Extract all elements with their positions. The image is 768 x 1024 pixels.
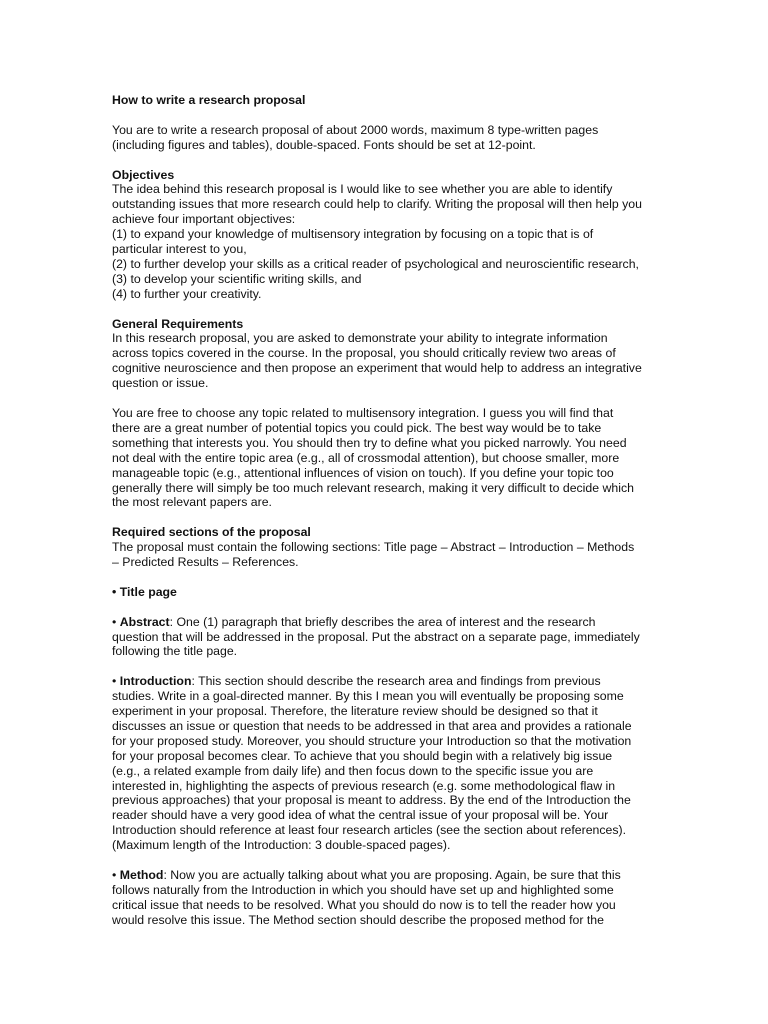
title-page-item — [112, 585, 662, 600]
text-line: (including figures and tables), double-spaced. Fonts should be set at 12-point. — [112, 137, 536, 152]
abstract-label: Abstract — [119, 614, 170, 629]
text-line: previous approaches) that your proposal is meant to address. By the end of the Introduction the — [112, 793, 631, 808]
text-line: critical issue that needs to be resolved. What you should do now is to tell the reader how you — [112, 897, 616, 912]
text-line: Introduction should reference at least four research articles (see the section about references). — [112, 823, 627, 838]
text-line: reader should have a very good idea of what the central issue of your proposal will be. Your — [112, 808, 609, 823]
required-sections-paragraph — [112, 540, 662, 570]
objectives-heading: Objectives — [112, 167, 175, 182]
text-line — [112, 674, 662, 689]
objectives-paragraph — [112, 182, 662, 301]
text-line: outstanding issues that more research could help to clarify. Writing the proposal will then help you — [112, 197, 642, 212]
text-line: experiment in your proposal. Therefore, the literature review should be designed so that it — [112, 704, 598, 719]
text-line: following the title page. — [112, 644, 238, 659]
introduction-label: Introduction — [119, 674, 192, 689]
text-line: studies. Write in a goal-directed manner. By this I mean you will eventually be proposing some — [112, 689, 624, 704]
method-label: Method — [119, 867, 164, 882]
text-line: question or issue. — [112, 376, 209, 391]
text-line: (1) to expand your knowledge of multisensory integration by focusing on a topic that is of — [112, 227, 594, 242]
text-line: there are a great number of potential topics you could pick. The best way would be to take — [112, 420, 602, 435]
text-line — [112, 615, 662, 630]
text-line: The proposal must contain the following sections: Title page – Abstract – Introduction – Methods — [112, 540, 635, 555]
text-line: (3) to develop your scientific writing skills, and — [112, 271, 362, 286]
bullet: • — [112, 674, 120, 689]
text-line: for your proposed study. Moreover, you should structure your Introduction so that the motivation — [112, 733, 632, 748]
title-page-label: • Title page — [112, 584, 177, 599]
text-line: follows naturally from the Introduction in which you should have set up and highlighted some — [112, 882, 614, 897]
text-line: something that interests you. You should then try to define what you picked narrowly. You need — [112, 435, 627, 450]
document-title: How to write a research proposal — [112, 93, 306, 107]
text-span: : Now you are actually talking about what you are proposing. Again, be sure that this — [163, 867, 621, 882]
text-line: achieve four important objectives: — [112, 212, 296, 227]
text-line: (2) to further develop your skills as a critical reader of psychological and neuroscientific research, — [112, 256, 639, 271]
text-line: – Predicted Results – References. — [112, 555, 299, 570]
text-line: for your proposal becomes clear. To achieve that you should begin with a relatively big issue — [112, 748, 613, 763]
text-span: : One (1) paragraph that briefly describes the area of interest and the research — [169, 614, 596, 629]
text-span: : This section should describe the research area and findings from previous — [191, 674, 601, 689]
text-line — [112, 868, 662, 883]
text-line: You are to write a research proposal of about 2000 words, maximum 8 type-written pages — [112, 122, 599, 137]
text-line: across topics covered in the course. In the proposal, you should critically review two areas of — [112, 346, 616, 361]
text-line: (Maximum length of the Introduction: 3 double-spaced pages). — [112, 838, 451, 853]
text-line: particular interest to you, — [112, 242, 247, 257]
introduction-item — [112, 674, 662, 853]
text-line: manageable topic (e.g., attentional influences of vision on touch). If you define your topic too — [112, 465, 614, 480]
text-line: the most relevant papers are. — [112, 495, 272, 510]
text-line: discusses an issue or question that needs to be addressed in that area and provides a rationale — [112, 718, 632, 733]
bullet: • — [112, 867, 120, 882]
text-line: interested in, highlighting the aspects of previous research (e.g. some methodological flaw in — [112, 778, 616, 793]
text-line: In this research proposal, you are asked to demonstrate your ability to integrate information — [112, 331, 608, 346]
document-page — [112, 93, 662, 928]
bullet: • — [112, 614, 120, 629]
required-sections-heading: Required sections of the proposal — [112, 525, 311, 540]
general-requirements-heading: General Requirements — [112, 316, 244, 331]
intro-paragraph — [112, 123, 662, 153]
abstract-item — [112, 615, 662, 660]
text-line: question that will be addressed in the proposal. Put the abstract on a separate page, immediately — [112, 629, 640, 644]
text-line: The idea behind this research proposal is I would like to see whether you are able to identify — [112, 182, 613, 197]
text-line: (4) to further your creativity. — [112, 286, 262, 301]
general-requirements-paragraph — [112, 331, 662, 391]
text-line: You are free to choose any topic related to multisensory integration. I guess you will find that — [112, 405, 614, 420]
topic-choice-paragraph — [112, 406, 662, 510]
text-line: cognitive neuroscience and then propose an experiment that would help to address an integrative — [112, 361, 642, 376]
text-line: (e.g., a related example from daily life) and then focus down to the specific issue you are — [112, 763, 594, 778]
method-item — [112, 868, 662, 928]
text-line: generally there will simply be too much relevant research, making it very difficult to decide which — [112, 480, 634, 495]
text-line: would resolve this issue. The Method section should describe the proposed method for the — [112, 912, 604, 927]
text-line: not deal with the entire topic area (e.g., all of crossmodal attention), but choose smaller, more — [112, 450, 620, 465]
